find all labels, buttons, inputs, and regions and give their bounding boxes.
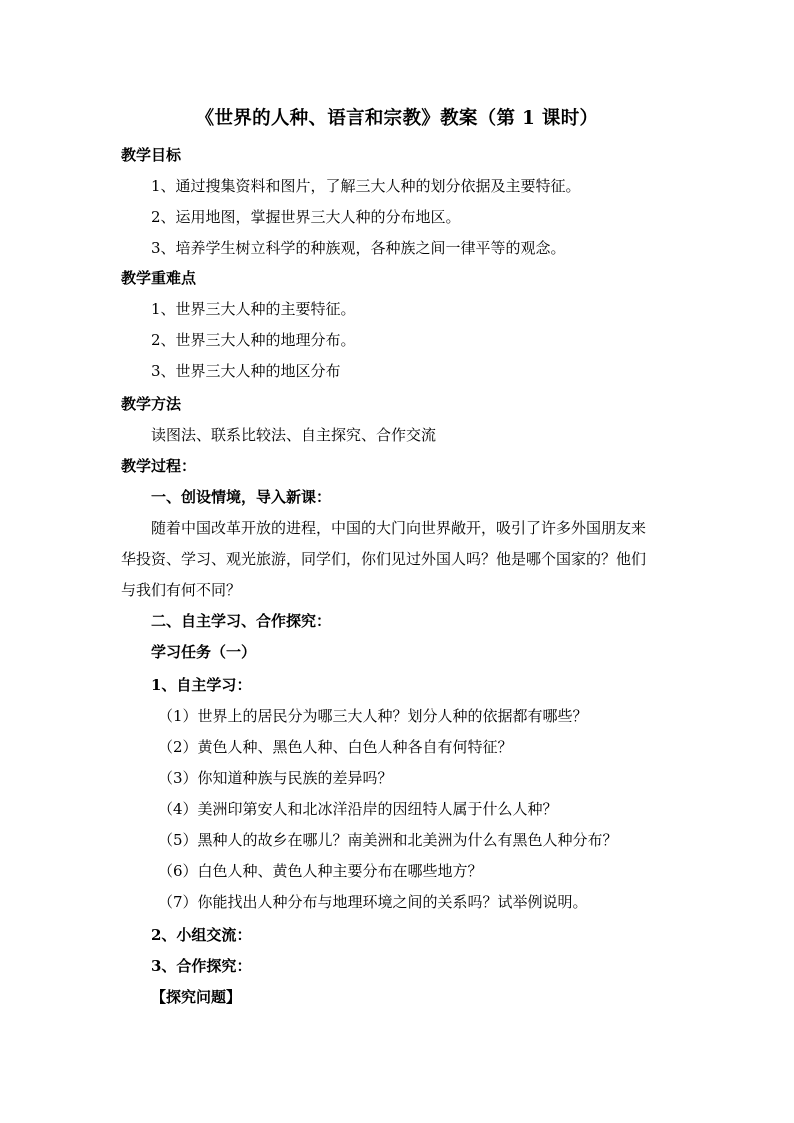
key-point-item: 2、世界三大人种的地理分布。 (151, 331, 356, 349)
paragraph-line: 随着中国改革开放的进程，中国的大门向世界敞开，吸引了许多外国朋友来 (151, 519, 647, 537)
explore-heading: 【探究问题】 (151, 988, 242, 1006)
section2-heading: 二、自主学习、合作探究： (151, 612, 332, 630)
paragraph-line: 华投资、学习、观光旅游，同学们，你们见过外国人吗？他是哪个国家的？他们 (121, 550, 647, 568)
group-discussion-heading: 2、小组交流： (151, 926, 252, 944)
question-item: （4）美洲印第安人和北冰洋沿岸的因纽特人属于什么人种？ (158, 800, 558, 818)
objective-item: 3、培养学生树立科学的种族观，各种族之间一律平等的观念。 (151, 239, 566, 257)
objective-item: 1、通过搜集资料和图片，了解三大人种的划分依据及主要特征。 (151, 177, 581, 195)
process-heading: 教学过程： (121, 457, 197, 475)
objective-item: 2、运用地图，掌握世界三大人种的分布地区。 (151, 208, 461, 226)
task-heading: 学习任务（一） (151, 643, 257, 661)
page-title: 《世界的人种、语言和宗教》教案（第 1 课时） (195, 108, 599, 129)
key-point-item: 3、世界三大人种的地区分布 (151, 362, 341, 380)
section1-heading: 一、创设情境，导入新课： (151, 488, 332, 506)
question-item: （2）黄色人种、黑色人种、白色人种各自有何特征？ (158, 738, 513, 756)
methods-heading: 教学方法 (121, 395, 182, 413)
question-item: （7）你能找出人种分布与地理环境之间的关系吗？试举例说明。 (158, 893, 588, 911)
question-item: （5）黑种人的故乡在哪儿？南美洲和北美洲为什么有黑色人种分布？ (158, 831, 618, 849)
question-item: （3）你知道种族与民族的差异吗？ (158, 769, 393, 787)
paragraph-line: 与我们有何不同？ (121, 581, 242, 599)
question-item: （6）白色人种、黄色人种主要分布在哪些地方？ (158, 862, 483, 880)
methods-text: 读图法、联系比较法、自主探究、合作交流 (151, 426, 437, 444)
cooperative-heading: 3、合作探究： (151, 957, 252, 975)
key-points-heading: 教学重难点 (121, 269, 197, 287)
objectives-heading: 教学目标 (121, 146, 182, 164)
self-study-heading: 1、自主学习： (151, 676, 252, 694)
key-point-item: 1、世界三大人种的主要特征。 (151, 300, 356, 318)
question-item: （1）世界上的居民分为哪三大人种？划分人种的依据都有哪些？ (158, 707, 588, 725)
